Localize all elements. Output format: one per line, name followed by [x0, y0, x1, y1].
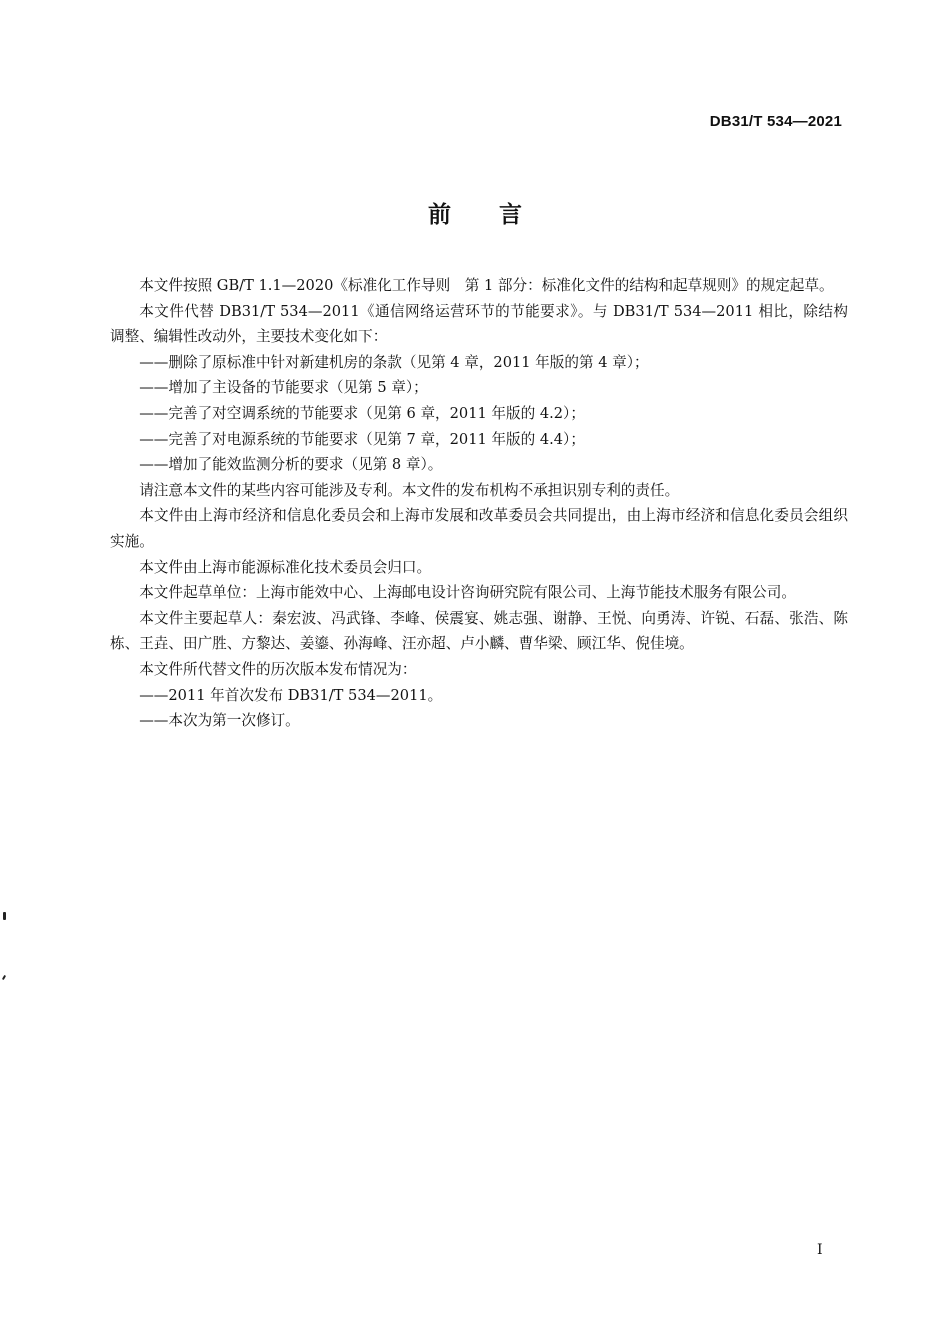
- page-number: I: [817, 1242, 823, 1258]
- scan-mark: [3, 912, 6, 920]
- document-code: DB31/T 534—2021: [709, 113, 842, 130]
- page-title: 前言: [428, 202, 570, 228]
- list-item: ——删除了原标准中针对新建机房的条款（见第 4 章，2011 年版的第 4 章）；: [139, 353, 649, 371]
- document-body: [110, 273, 848, 734]
- list-item: ——增加了能效监测分析的要求（见第 8 章）。: [139, 456, 443, 474]
- paragraph-technical-committee: 本文件由上海市能源标准化技术委员会归口。: [139, 558, 432, 576]
- paragraph-patent-notice: 请注意本文件的某些内容可能涉及专利。本文件的发布机构不承担识别专利的责任。: [139, 481, 680, 499]
- list-item: ——完善了对电源系统的节能要求（见第 7 章，2011 年版的 4.4）；: [139, 430, 585, 448]
- paragraph-drafting-basis: 本文件按照 GB/T 1.1—2020《标准化工作导则 第 1 部分：标准化文件的结构和起草规则》的规定起草。: [139, 277, 834, 294]
- paragraph-version-history: 本文件所代替文件的历次版本发布情况为：: [139, 660, 417, 678]
- list-item: ——2011 年首次发布 DB31/T 534—2011。: [139, 686, 443, 704]
- paragraph-replacement: 本文件代替 DB31/T 534—2011《通信网络运营环节的节能要求》。与 DB31/T 534—2011 相比，除结构调整、编辑性改动外，主要技术变化如下：: [110, 302, 848, 346]
- paragraph-drafters: 本文件主要起草人：秦宏波、冯武锋、李峰、侯震宴、姚志强、谢静、王悦、向勇涛、许锐、石磊、张浩、陈栋、王垚、田广胜、方黎达、姜鎏、孙海峰、汪亦超、卢小麟、曹华梁、顾江华、倪佳境。: [110, 609, 848, 653]
- list-item: ——完善了对空调系统的节能要求（见第 6 章，2011 年版的 4.2）；: [139, 404, 585, 422]
- paragraph-drafting-units: 本文件起草单位：上海市能效中心、上海邮电设计咨询研究院有限公司、上海节能技术服务有限公司。: [139, 584, 796, 602]
- list-item: ——本次为第一次修订。: [139, 712, 300, 730]
- paragraph-proposer: 本文件由上海市经济和信息化委员会和上海市发展和改革委员会共同提出，由上海市经济和信息化委员会组织实施。: [110, 507, 848, 550]
- list-item: ——增加了主设备的节能要求（见第 5 章）；: [139, 379, 428, 397]
- scan-mark: [2, 975, 6, 980]
